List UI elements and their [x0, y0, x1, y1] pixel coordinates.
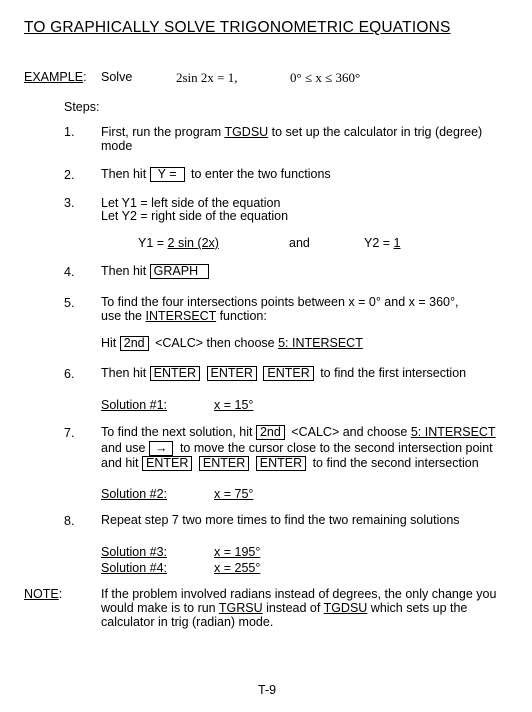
step-7-line1	[101, 425, 496, 440]
enter-key-1: ENTER	[142, 456, 192, 471]
enter-key-3: ENTER	[263, 366, 313, 381]
step-7-text-a: To find the next solution, hit	[101, 425, 256, 439]
solution-4-label: Solution #4:	[101, 561, 168, 575]
note-colon: :	[58, 587, 63, 601]
y-equals-key: Y =	[150, 167, 185, 182]
y2-label: Y2 =	[364, 236, 394, 250]
note-line3: calculator in trig (radian) mode.	[101, 615, 274, 629]
y1-label: Y1 =	[138, 236, 168, 250]
right-arrow-key: →	[149, 441, 174, 456]
solution-4-value: x = 255°	[214, 561, 261, 575]
step-1-line2: mode	[101, 139, 133, 153]
example-domain: 0° ≤ x ≤ 360°	[290, 70, 361, 85]
y2-definition	[364, 236, 401, 251]
step-6-line	[101, 366, 466, 381]
solution-3-label: Solution #3:	[101, 545, 168, 559]
steps-label: Steps:	[64, 100, 100, 114]
y2-value: 1	[393, 236, 401, 250]
step-7-text-b: <CALC> and choose	[287, 425, 411, 439]
note-text-b: instead of	[262, 601, 324, 615]
step-8-number: 8.	[64, 514, 75, 528]
step-5-line1: To find the four intersections points between x = 0° and x = 360°,	[101, 295, 459, 309]
step-2-text-a: Then hit	[101, 167, 150, 181]
page-number: T-9	[258, 683, 277, 697]
step-6-number: 6.	[64, 367, 75, 381]
step-7-line2	[101, 441, 493, 456]
step-1-line1	[101, 125, 482, 140]
step-7-text-e: and hit	[101, 456, 143, 470]
intersect-function: INTERSECT	[145, 309, 217, 323]
step-5-calc: <CALC> then choose	[151, 336, 279, 350]
step-5-number: 5.	[64, 296, 75, 310]
program-tgrsu: TGRSU	[218, 601, 263, 615]
step-7-number: 7.	[64, 426, 75, 440]
step-3-line1: Let Y1 = left side of the equation	[101, 196, 281, 210]
graph-key: GRAPH	[150, 264, 209, 279]
program-tgdsu: TGDSU	[224, 125, 269, 139]
y1-value: 2 sin (2x)	[167, 236, 219, 250]
enter-key-1: ENTER	[150, 366, 200, 381]
step-5-hit-line	[101, 336, 363, 351]
step-8-line: Repeat step 7 two more times to find the two remaining solutions	[101, 513, 460, 527]
note-line1: If the problem involved radians instead of degrees, the only change you	[101, 587, 497, 601]
step-5-hit: Hit	[101, 336, 120, 350]
y1-definition	[138, 236, 219, 251]
solution-2-label: Solution #2:	[101, 487, 168, 501]
step-2-number: 2.	[64, 168, 75, 182]
step-3-number: 3.	[64, 196, 75, 210]
step-7-text-c: and use	[101, 441, 149, 455]
intersect-choice: 5: INTERSECT	[278, 336, 363, 350]
note-label-text: NOTE	[24, 587, 59, 601]
program-tgdsu: TGDSU	[323, 601, 368, 615]
enter-key-2: ENTER	[199, 456, 249, 471]
note-text-c: which sets up the	[367, 601, 468, 615]
step-2-line	[101, 167, 331, 182]
example-solve: Solve	[101, 70, 133, 84]
enter-key-3: ENTER	[256, 456, 306, 471]
solution-1-label: Solution #1:	[101, 398, 168, 412]
2nd-key: 2nd	[256, 425, 285, 440]
example-label	[24, 70, 87, 85]
and-text: and	[289, 236, 310, 250]
solution-2-value: x = 75°	[214, 487, 254, 501]
step-5-line2	[101, 309, 267, 324]
step-7-text-d: to move the cursor close to the second intersection point	[176, 441, 493, 455]
example-colon: :	[83, 70, 87, 84]
step-4-line	[101, 264, 212, 279]
step-2-text-b: to enter the two functions	[187, 167, 331, 181]
step-4-number: 4.	[64, 265, 75, 279]
intersect-choice: 5: INTERSECT	[410, 425, 496, 439]
step-7-line3	[101, 456, 479, 471]
enter-key-2: ENTER	[207, 366, 257, 381]
step-5-text-a: use the	[101, 309, 146, 323]
step-5-text-b: function:	[216, 309, 267, 323]
step-4-text-a: Then hit	[101, 264, 150, 278]
step-1-number: 1.	[64, 125, 75, 139]
step-7-text-f: to find the second intersection	[309, 456, 479, 470]
2nd-key: 2nd	[120, 336, 149, 351]
note-label	[24, 587, 62, 602]
step-1-text-a: First, run the program	[101, 125, 225, 139]
step-6-text-a: Then hit	[101, 366, 150, 380]
step-3-line2: Let Y2 = right side of the equation	[101, 209, 289, 223]
example-equation: 2sin 2x = 1,	[176, 70, 238, 85]
note-text-a: would make is to run	[101, 601, 219, 615]
solution-1-value: x = 15°	[214, 398, 254, 412]
example-label-text: EXAMPLE	[24, 70, 84, 84]
note-line2	[101, 601, 467, 616]
page-title: TO GRAPHICALLY SOLVE TRIGONOMETRIC EQUATIONS	[24, 19, 451, 36]
step-1-text-b: to set up the calculator in trig (degree)	[268, 125, 483, 139]
solution-3-value: x = 195°	[214, 545, 261, 559]
step-6-text-b: to find the first intersection	[316, 366, 467, 380]
